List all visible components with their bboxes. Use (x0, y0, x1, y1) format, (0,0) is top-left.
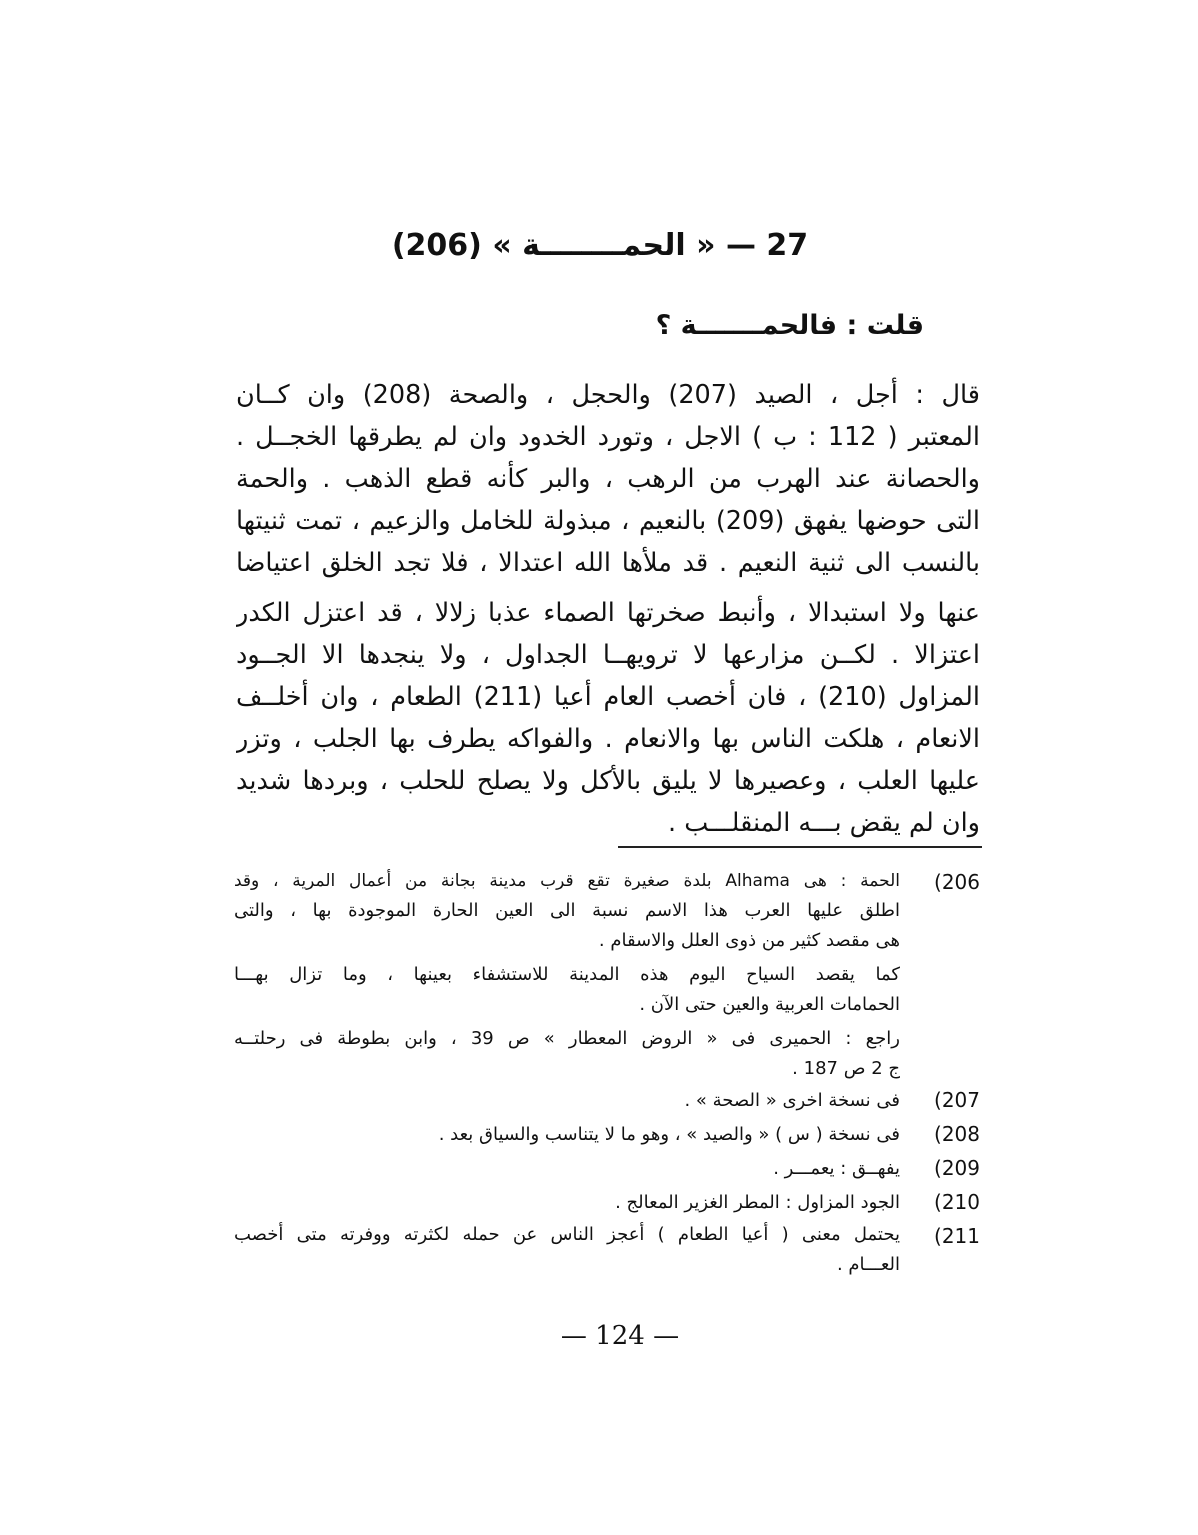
body-line: بالنسب الى ثنية النعيم . قد ملأها الله اعتدالا ، فلا تجد الخلق اعتياضا (236, 548, 980, 578)
footnote-209 (234, 1152, 980, 1186)
chapter-heading (300, 224, 900, 268)
body-line: قال : أجل ، الصيد (207) والحجل ، والصحة (208) وان كــان (236, 380, 980, 410)
body-line: عليها العلب ، وعصيرها لا يليق بالأكل ولا يصلح للحلب ، وبردها شديد (236, 766, 980, 796)
footnote-line: اطلق عليها العرب هذا الاسم نسبة الى العين الحارة الموجودة بها ، والتى (234, 900, 900, 921)
body-paragraph (236, 374, 980, 844)
footnote-text (234, 1220, 928, 1280)
footnote-211 (234, 1220, 980, 1280)
body-line: والحصانة عند الهرب من الرهب ، والبر كأنه قطع الذهب . والحمة (236, 464, 980, 494)
footnotes (234, 866, 980, 1280)
body-line: المعتبر ( 112 : ب ) الاجل ، وتورد الخدود وان لم يطرقها الخجــل . (236, 422, 980, 452)
chapter-number: 27 (766, 228, 809, 263)
footnote-line: هى مقصد كثير من ذوى العلل والاسقام . (598, 930, 900, 951)
body-line: اعتزالا . لكــن مزارعها لا ترويهــا الجداول ، ولا ينجدها الا الجــود (236, 640, 980, 670)
page-number: — 124 — (560, 1321, 680, 1351)
footnote-number: (209 (934, 1156, 980, 1180)
footnote-line: راجع : الحميرى فى « الروض المعطار » ص 39 ، وابن بطوطة فى رحلتــه (234, 1028, 900, 1049)
footnote-text (234, 1152, 928, 1186)
footnote-line: العـــام . (836, 1254, 900, 1275)
footnote-text (234, 866, 928, 1084)
footnote-number: (208 (934, 1122, 980, 1146)
footnote-line: ج 2 ص 187 . (792, 1058, 900, 1079)
footnote-line: الحمة : هى Alhama بلدة صغيرة تقع قرب مدينة بجانة من أعمال المرية ، وقد (234, 871, 900, 891)
footnote-line: فى نسخة ( س ) « والصيد » ، وهو ما لا يتناسب والسياق بعد . (438, 1124, 900, 1145)
footnote-line: يفهــق : يعمـــر . (773, 1158, 900, 1179)
body-line: وان لم يقض بـــه المنقلـــب . (667, 808, 980, 838)
footnote-text (234, 1084, 928, 1118)
footnote-number: (207 (934, 1088, 980, 1112)
chapter-title: « الحمــــــــة » (492, 228, 716, 263)
footnote-number: (206 (934, 870, 980, 894)
intro-question: قلت : فالحمـــــــة ؟ (655, 310, 924, 341)
footnote-line: يحتمل معنى ( أعيا الطعام ) أعجز الناس عن حمله لكثرته ووفرته متى أخصب (234, 1224, 900, 1245)
body-line: الانعام ، هلكت الناس بها والانعام . والفواكه يطرف بها الجلب ، وتزر (236, 724, 980, 754)
footnote-number: (211 (934, 1224, 980, 1248)
footnote-number: (210 (934, 1190, 980, 1214)
heading-dash: — (725, 228, 756, 263)
footnote-line: كما يقصد السياح اليوم هذه المدينة للاستشفاء بعينها ، وما تزال بهـــا (234, 964, 900, 985)
footnote-210 (234, 1186, 980, 1220)
footnote-separator (618, 846, 982, 848)
footnote-text (234, 1186, 928, 1220)
footnote-line: الجود المزاول : المطر الغزير المعالج . (615, 1192, 900, 1213)
footnote-208 (234, 1118, 980, 1152)
body-line: عنها ولا استبدالا ، وأنبط صخرتها الصماء عذبا زلالا ، قد اعتزل الكدر (236, 598, 980, 628)
chapter-reference: (206) (391, 228, 482, 263)
footnote-text (234, 1118, 928, 1152)
footnote-line: فى نسخة اخرى « الصحة » . (684, 1090, 900, 1111)
footnote-206 (234, 866, 980, 1084)
footnote-line: الحمامات العربية والعين حتى الآن . (639, 994, 900, 1015)
body-line: المزاول (210) ، فان أخصب العام أعيا (211) الطعام ، وان أخلــف (236, 682, 980, 712)
footnote-207 (234, 1084, 980, 1118)
body-line: التى حوضها يفهق (209) بالنعيم ، مبذولة للخامل والزعيم ، تمت ثنيتها (236, 506, 980, 536)
